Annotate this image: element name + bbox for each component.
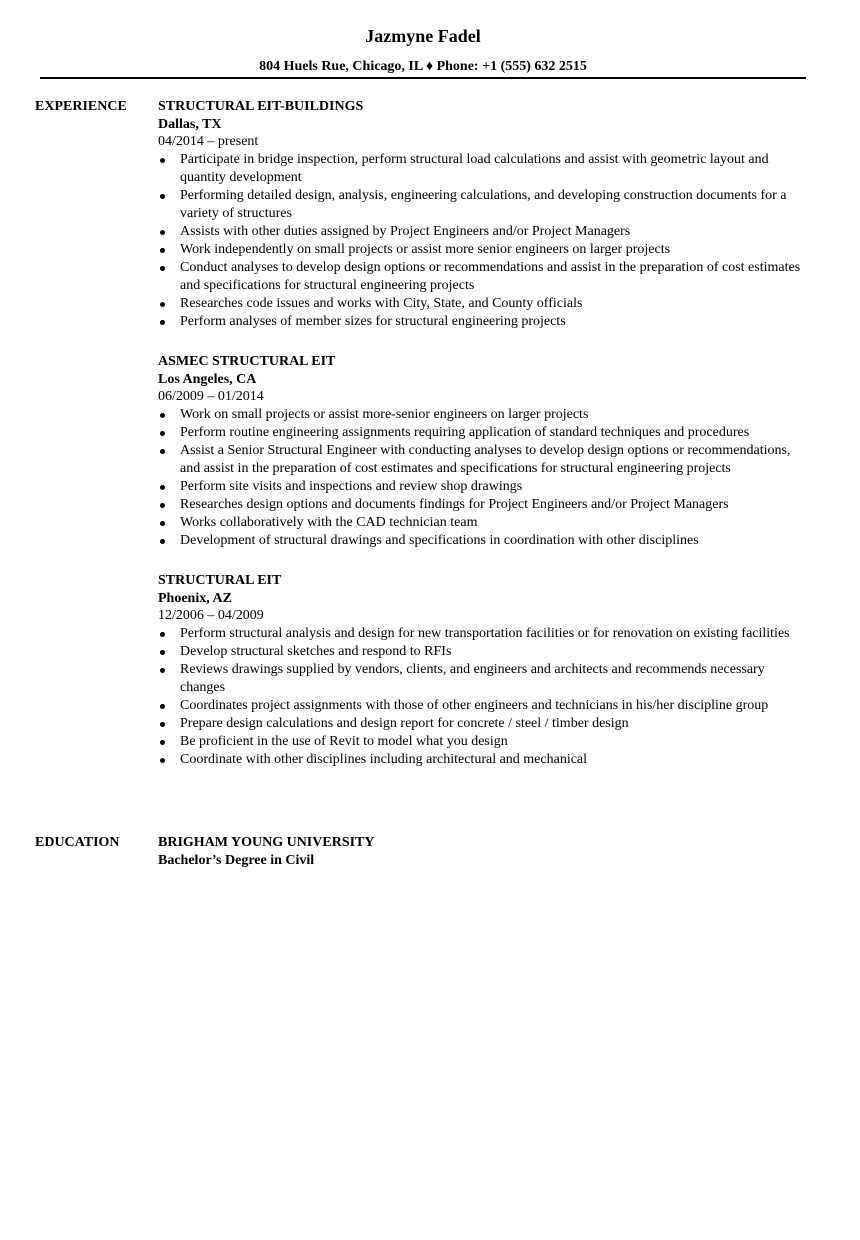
duty-item [158,733,812,751]
duty-item [158,697,812,715]
bullet-icon [160,521,165,526]
duty-item [158,661,812,697]
duty-text: Be proficient in the use of Revit to model what you design [180,734,508,749]
candidate-name: Jazmyne Fadel [365,26,481,46]
job-location: Los Angeles, CA [158,372,257,387]
job-dates: 12/2006 – 04/2009 [158,608,264,623]
bullet-icon [160,266,165,271]
duty-text: Assists with other duties assigned by Project Engineers and/or Project Managers [180,224,631,239]
duty-text: Coordinates project assignments with those of other engineers and technicians in his/her discipline group [180,698,769,713]
job-title: STRUCTURAL EIT-BUILDINGS [158,99,364,114]
job-duties-list [158,406,825,550]
bullet-icon [160,758,165,763]
education-heading: EDUCATION [35,835,120,850]
bullet-icon [160,413,165,418]
duty-item [158,442,812,478]
education-body [158,834,825,870]
duty-text: Development of structural drawings and specifications in coordination with other disciplines [180,533,699,548]
duty-text: Performing detailed design, analysis, engineering calculations, and developing construction documents for a variety of structures [180,188,787,221]
duty-item [158,532,812,550]
duty-item [158,496,812,514]
duty-item [158,643,812,661]
duty-text: Researches code issues and works with City, State, and County officials [180,296,583,311]
duty-item [158,295,812,313]
duty-text: Work on small projects or assist more-senior engineers on larger projects [180,407,589,422]
duty-text: Works collaboratively with the CAD technician team [180,515,478,530]
bullet-icon [160,158,165,163]
duty-text: Assist a Senior Structural Engineer with conducting analyses to develop design options or recommendations, and assist in the preparation of cost estimates and specifications for structural engineering projects [180,443,791,476]
duty-text: Perform site visits and inspections and review shop drawings [180,479,523,494]
bullet-icon [160,704,165,709]
experience-body [158,98,825,769]
duty-text: Perform analyses of member sizes for structural engineering projects [180,314,566,329]
duty-item [158,241,812,259]
bullet-icon [160,194,165,199]
bullet-icon [160,632,165,637]
job-location: Dallas, TX [158,117,222,132]
job-dates: 04/2014 – present [158,134,259,149]
bullet-icon [160,539,165,544]
degree: Bachelor’s Degree in Civil [158,853,315,868]
duty-text: Prepare design calculations and design report for concrete / steel / timber design [180,716,629,731]
job-entry [158,98,825,331]
experience-section [35,98,825,791]
bullet-icon [160,320,165,325]
job-title: ASMEC STRUCTURAL EIT [158,354,336,369]
job-entry [158,353,825,550]
duty-text: Perform routine engineering assignments requiring application of standard techniques and procedures [180,425,750,440]
job-duties-list [158,625,825,769]
duty-text: Work independently on small projects or assist more senior engineers on larger projects [180,242,671,257]
duty-item [158,751,812,769]
duty-text: Perform structural analysis and design for new transportation facilities or for renovation on existing facilities [180,626,790,641]
job-dates: 06/2009 – 01/2014 [158,389,264,404]
duty-item [158,259,812,295]
job-title: STRUCTURAL EIT [158,573,282,588]
bullet-icon [160,248,165,253]
duty-text: Participate in bridge inspection, perform structural load calculations and assist with geometric layout and quantity development [180,152,769,185]
bullet-icon [160,449,165,454]
bullet-icon [160,302,165,307]
bullet-icon [160,722,165,727]
bullet-icon [160,740,165,745]
duty-item [158,223,812,241]
duty-item [158,406,812,424]
duty-item [158,424,812,442]
duty-text: Develop structural sketches and respond to RFIs [180,644,452,659]
header-divider [40,77,806,79]
bullet-icon [160,230,165,235]
job-location: Phoenix, AZ [158,591,232,606]
bullet-icon [160,650,165,655]
bullet-icon [160,668,165,673]
duty-text: Coordinate with other disciplines including architectural and mechanical [180,752,588,767]
duty-item [158,151,812,187]
job-duties-list [158,151,825,331]
job-entry [158,572,825,769]
bullet-icon [160,431,165,436]
bullet-icon [160,503,165,508]
duty-item [158,313,812,331]
duty-text: Conduct analyses to develop design options or recommendations and assist in the preparation of cost estimates and specifications for structural engineering projects [180,260,801,293]
education-section [35,834,825,870]
contact-line: 804 Huels Rue, Chicago, IL ♦ Phone: +1 (555) 632 2515 [259,59,587,74]
duty-item [158,187,812,223]
experience-heading: EXPERIENCE [35,99,127,114]
duty-item [158,625,812,643]
duty-text: Reviews drawings supplied by vendors, clients, and engineers and architects and recommends necessary changes [180,662,765,695]
school-name: BRIGHAM YOUNG UNIVERSITY [158,835,375,850]
bullet-icon [160,485,165,490]
duty-item [158,715,812,733]
duty-text: Researches design options and documents findings for Project Engineers and/or Project Managers [180,497,729,512]
resume-header [40,24,806,76]
duty-item [158,514,812,532]
duty-item [158,478,812,496]
